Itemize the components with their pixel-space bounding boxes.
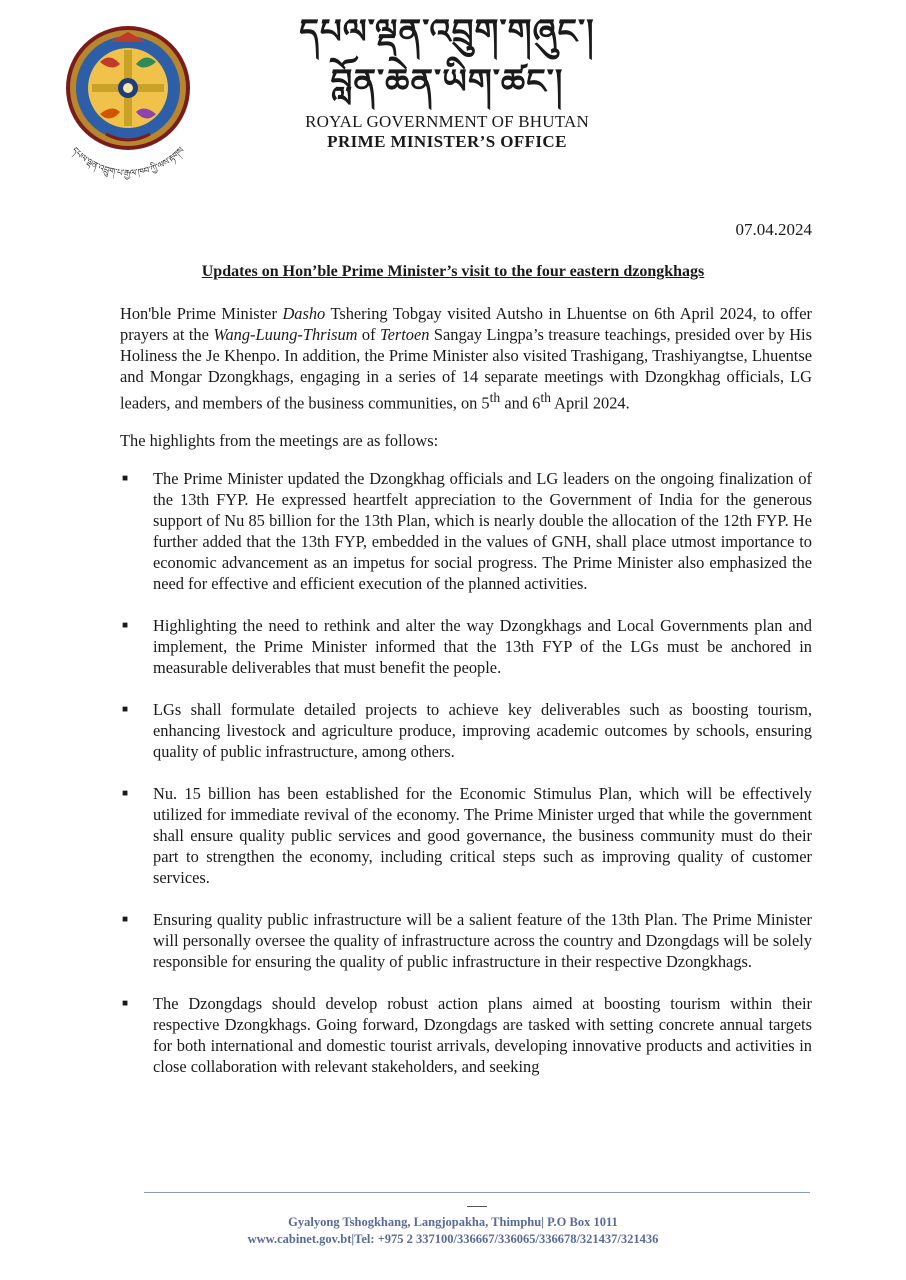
bullet-icon: ■ (122, 473, 129, 485)
list-item: ■ Nu. 15 billion has been established for the Economic Stimulus Plan, which will be effectively utilized for immediate revival of the economy. The Prime Minister urged that while the government shall ensure quality public services and good governance, the business community must do their part to strengthen the economy, including critical steps such as improving quality of customer services. (122, 784, 812, 888)
royal-emblem-icon (40, 22, 216, 182)
list-item: ■ Highlighting the need to rethink and alter the way Dzongkhags and Local Governments plan and implement, the Prime Minister informed that the 13th FYP of the LGs must be anchored in measurable deliverables that must benefit the people. (122, 616, 812, 678)
tibetan-title-line-2: བློན་ཆེན་ཡིག་ཚང་། (330, 62, 564, 102)
document-title: Updates on Hon’ble Prime Minister’s visit to the four eastern dzongkhags (201, 263, 705, 280)
government-name: ROYAL GOVERNMENT OF BHUTAN (305, 112, 589, 131)
document-body (120, 303, 812, 1098)
office-name: PRIME MINISTER’S OFFICE (327, 132, 567, 151)
list-item: ■ The Dzongdags should develop robust action plans aimed at boosting tourism within their respective Dzongkhags. Going forward, Dzongdags are tasked with setting concrete annual targets for both international and domestic tourist arrivals, developing innovative products and activities in close collaboration with relevant stakeholders, and seeking (122, 994, 812, 1077)
highlights-intro: The highlights from the meetings are as follows: (120, 431, 439, 451)
bullet-icon: ■ (122, 998, 129, 1010)
highlights-list (120, 468, 812, 1077)
bullet-icon: ■ (122, 620, 129, 632)
footer-divider (144, 1192, 810, 1193)
footer-contact[interactable]: www.cabinet.gov.bt|Tel: +975 2 337100/336667/336065/336678/321437/321436 (247, 1232, 659, 1246)
bullet-icon: ■ (122, 788, 129, 800)
bullet-icon: ■ (122, 704, 129, 716)
letterhead (232, 10, 662, 152)
footer-address: Gyalyong Tshogkhang, Langjopakha, Thimphu| P.O Box 1011 (288, 1215, 618, 1229)
document-date: 07.04.2024 (735, 220, 812, 239)
list-item: ■ LGs shall formulate detailed projects to achieve key deliverables such as boosting tourism, enhancing livestock and agriculture produce, improving academic outcomes by schools, ensuring quality of public infrastructure, among others. (122, 700, 812, 762)
emblem-motto: དཔལ་ལྡན་འབྲུག་པ་རྒྱལ་ཁབ་ཀྱི་ལས་རྟགས (69, 145, 187, 180)
tibetan-title-line-1: དཔལ་ལྡན་འབྲུག་གཞུང་། (299, 12, 595, 52)
list-item: ■ The Prime Minister updated the Dzongkhag officials and LG leaders on the ongoing finalization of the 13th FYP. He expressed heartfelt appreciation to the Government of India for the generous support of Nu 85 billion for the 13th Plan, which is nearly double the allocation of the 12th FYP. He further added that the 13th FYP, embedded in the values of GNH, shall place utmost importance to economic advancement as an impetus for social progress. The Prime Minister also emphasized the need for effective and efficient execution of the planned activities. (122, 469, 812, 594)
intro-paragraph: Hon'ble Prime Minister Dasho Tshering Tobgay visited Autsho in Lhuentse on 6th April 2024, to offer prayers at the Wang-Luung-Thrisum of Tertoen Sangay Lingpa’s treasure teachings, presided over by His Holiness the Je Khenpo. In addition, the Prime Minister also visited Trashigang, Trashiyangtse, Lhuentse and Mongar Dzongkhags, engaging in a series of 14 separate meetings with Dzongkhag officials, LG leaders, and members of the business communities, on 5th and 6th April 2024. (120, 304, 812, 413)
footer (0, 1214, 906, 1248)
bullet-icon: ■ (122, 914, 129, 926)
page-marker (467, 1206, 487, 1207)
list-item: ■ Ensuring quality public infrastructure will be a salient feature of the 13th Plan. The Prime Minister will personally oversee the quality of infrastructure across the country and Dzongdags will be solely responsible for ensuring the quality of public infrastructure in their respective Dzongkhags. (122, 910, 812, 972)
